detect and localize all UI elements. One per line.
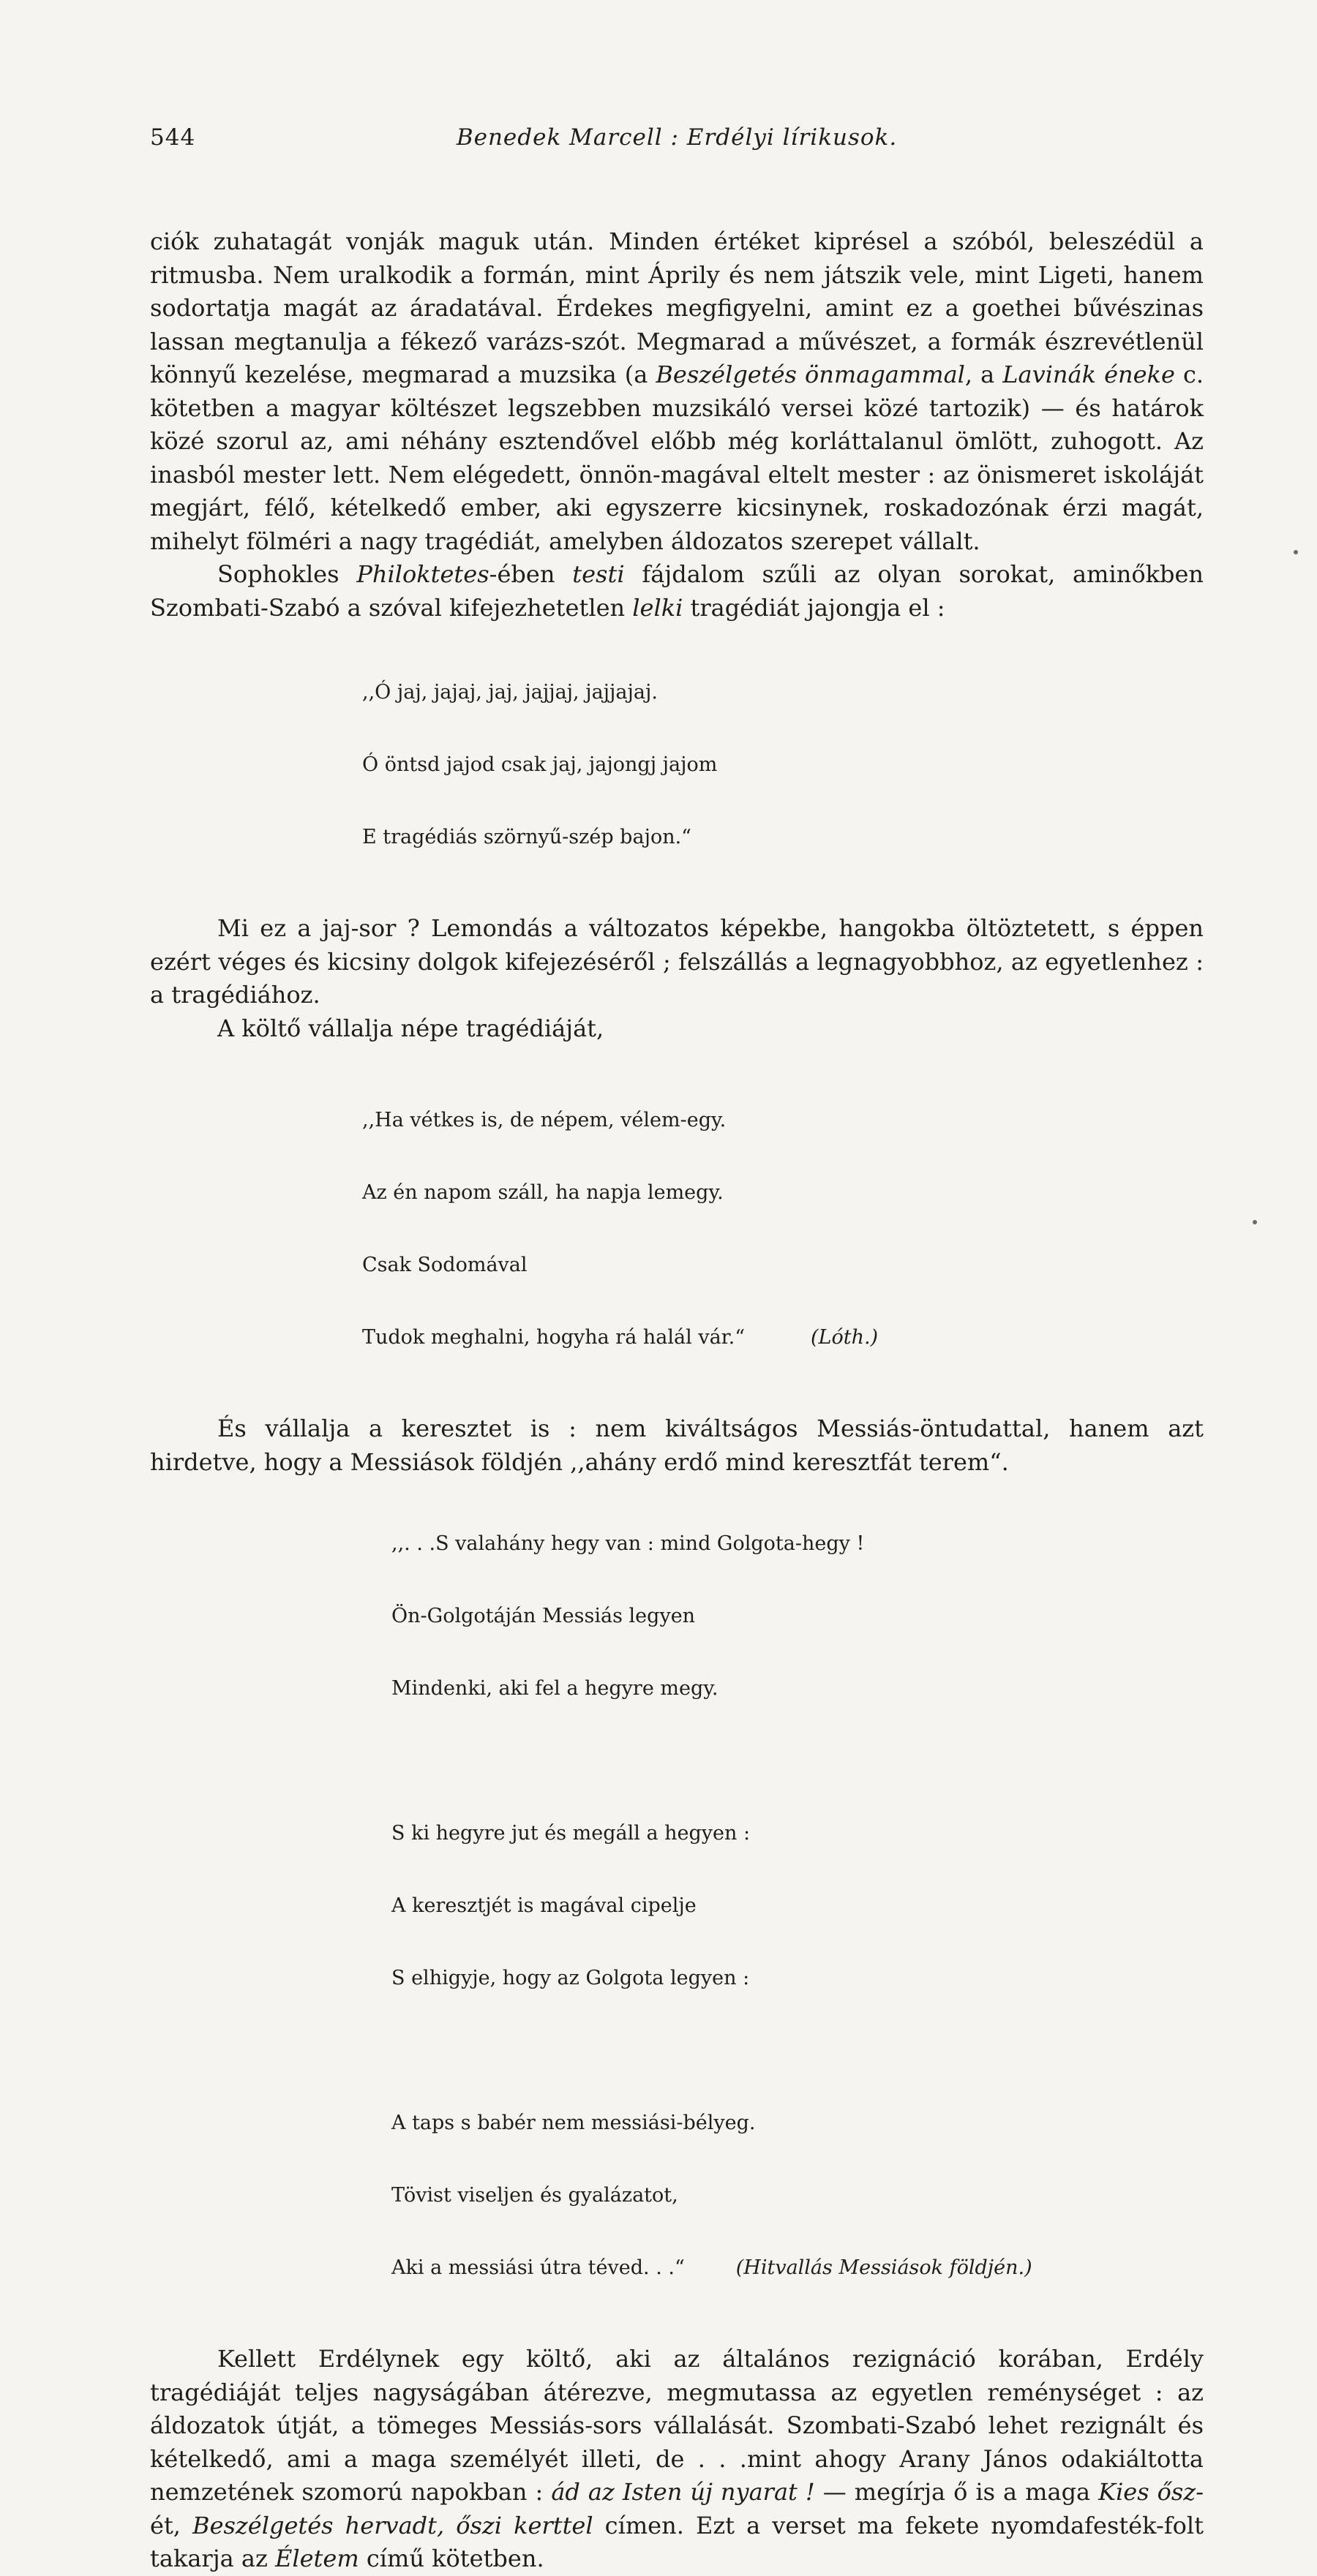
paragraph-4: A költő vállalja népe tragédiáját, [217,1014,604,1042]
paragraph-3: Mi ez a jaj-sor ? Lemondás a változatos képekbe, hangokba öltöztetett, s éppen ezért véges és kicsiny dolgok kifejezéséről ; felszállás a legnagyobbhoz, az egyetlenhez : a tragédiához. [150,914,1204,1009]
poem-line: Aki a messiási útra téved. . .“ [391,2256,685,2279]
poem-line: ,,. . .S valahány hegy van : mind Golgota-hegy ! [391,1532,865,1555]
emphasis-lelki: lelki [632,593,683,622]
print-speck [1294,550,1298,554]
poem-line: Csak Sodomával [362,1254,528,1276]
paragraph-2: Sophokles Philoktetes-ében testi fájdalom szűli az olyan sorokat, aminőkben Szombati-Szabó a szóval kifejezhetetlen lelki tragédiát jajongja el : [150,560,1204,622]
title-eletem: Életem [274,2545,359,2572]
running-title: Benedek Marcell : Erdélyi lírikusok. [456,124,898,151]
poem-line: E tragédiás szörnyű-szép bajon.“ [362,826,691,848]
emphasis-testi: testi [572,560,625,588]
paragraph-5: És vállalja a keresztet is : nem kiváltságos Messiás-öntudattal, hanem azt hirdetve, hogy a Messiások földjén ,,ahány erdő mind keresztfát terem“. [150,1415,1204,1476]
paragraph-1: ciók zuhatagát vonják maguk után. Minden értéket kiprésel a szóból, beleszédül a ritmusba. Nem uralkodik a formán, mint Áprily és nem játszik vele, mint Ligeti, hanem sodortatja magát az áradatával. Érdekes megfigyelni, amint ez a goethei bűvészinas lassan megtanulja a fékező varázs-szót. Megmarad a művészet, a formák észrevétlenül könnyű kezelése, megmarad a muzsika (a Beszélgetés önmagammal, a Lavinák éneke c. kötetben a magyar költészet legszebben muzsikáló versei közé tartozik) — és határok közé szorul az, ami néhány esztendővel előbb még korláttalanul ömlött, zuhogott. Az inasból mester lett. Nem elégedett, önnön-magával eltelt mester : az önismeret iskoláját megjárt, félő, kételkedő ember, aki egyszerre kicsinynek, roskadozónak érzi magát, mihelyt fölméri a nagy tragédiát, amelyben áldozatos szerepet vállalt. [150,227,1204,555]
page-header [150,124,1204,161]
title-kies-osz: Kies ősz [1098,2478,1196,2506]
title-lavinak-eneke: Lavinák éneke [1002,361,1175,388]
body-text [150,225,1204,2576]
poem-line: Tudok meghalni, hogyha rá halál vár.“ [362,1326,746,1349]
print-speck [1253,1220,1257,1224]
poem-line: S ki hegyre jut és megáll a hegyen : [391,1822,751,1845]
poem-quote-2 [362,1060,1204,1398]
title-beszelgetes-hervadt: Beszélgetés hervadt, őszi kerttel [192,2511,593,2539]
poem-line: A keresztjét is magával cipelje [391,1894,697,1917]
paragraph-6: Kellett Erdélynek egy költő, aki az általános rezignáció korában, Erdély tragédiáját teljes nagyságában átérezve, megmutassa az egyetlen reménységet : az áldozatok útját, a tömeges Messiás-sors vállalását. Szombati-Szabó lehet rezignált és kételkedő, ami a maga személyét illeti, de . . .mint ahogy Arany János odakiáltotta nemzetének szomorú napokban : ád az Isten új nyarat ! — megírja ő is a maga Kies ősz-ét, Beszélgetés hervadt, őszi kerttel címen. Ezt a verset ma fekete nyomdafesték-folt takarja az Életem című kötetben. [150,2345,1204,2572]
title-beszelgetes-onmagammal: Beszélgetés önmagammal [656,361,965,388]
poem-line: ,,Ó jaj, jajaj, jaj, jajjaj, jajjajaj. [362,681,658,704]
page-number: 544 [150,124,196,151]
poem-source: (Lóth.) [811,1326,879,1349]
poem-line: Az én napom száll, ha napja lemegy. [362,1181,724,1204]
poem-line: Ön-Golgotáján Messiás legyen [391,1605,696,1627]
poem-source: (Hitvallás Messiások földjén.) [735,2256,1032,2279]
poem-line: Mindenki, aki fel a hegyre megy. [391,1677,718,1700]
poem-line: ,,Ha vétkes is, de népem, vélem-egy. [362,1109,727,1131]
poem-quote-3 [391,1483,1204,2328]
poem-line: Tövist viseljen és gyalázatot, [391,2184,678,2207]
title-philoktetes: Philoktetes [356,560,489,588]
poem-line: Ó öntsd jajod csak jaj, jajongj jajom [362,753,718,776]
quote-ad-az-isten: ád az Isten új nyarat ! [551,2478,815,2506]
poem-line: S elhigyje, hogy az Golgota legyen : [391,1967,750,1989]
poem-line: A taps s babér nem messiási-bélyeg. [391,2112,756,2134]
poem-quote-1 [362,632,1204,897]
